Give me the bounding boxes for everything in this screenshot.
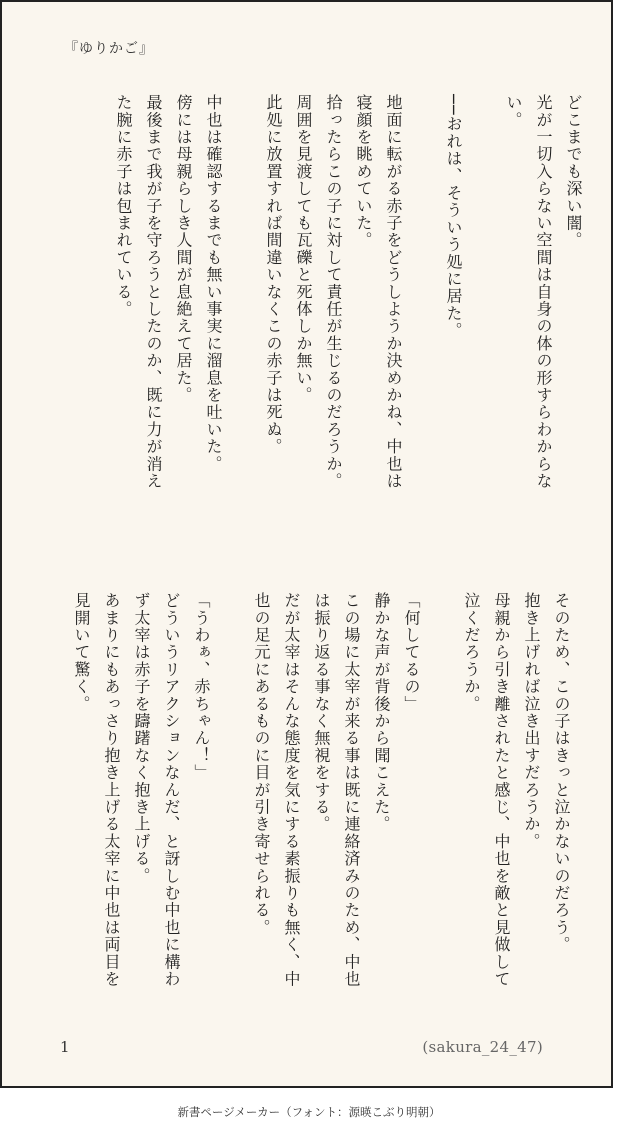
- text-line: だが太宰はそんな態度を気にする素振りも無く、中: [282, 592, 301, 988]
- text-line: た腕に赤子は包まれている。: [114, 94, 133, 318]
- text-line: そのため、この子はきっと泣かないのだろう。: [552, 592, 571, 954]
- page-number: 1: [60, 1038, 70, 1056]
- text-line: 「うわぁ、赤ちゃん！」: [192, 592, 211, 782]
- text-line: 最後まで我が子を守ろうとしたのか、既に力が消え: [144, 94, 163, 490]
- blank-line: [473, 94, 493, 114]
- text-line: い。: [504, 94, 523, 129]
- blank-line: [221, 592, 241, 612]
- text-line: 見開いて驚く。: [72, 592, 91, 713]
- text-line: ず太宰は赤子を躊躇なく抱き上げる。: [132, 592, 151, 885]
- text-line: 中也は確認するまでも無い事実に溜息を吐いた。: [204, 94, 223, 473]
- text-line: あまりにもあっさり抱き上げる太宰に中也は両目を: [102, 592, 121, 988]
- text-line: 寝顔を眺めていた。: [354, 94, 373, 249]
- blank-line: [431, 592, 451, 612]
- text-line: 拾ったらこの子に対して責任が生じるのだろうか。: [324, 94, 343, 490]
- text-line: 静かな声が背後から聞こえた。: [372, 592, 391, 833]
- blank-line: [413, 94, 433, 114]
- text-line: 傍には母親らしき人間が息絶えて居た。: [174, 94, 193, 404]
- text-block-top: [113, 94, 583, 490]
- footer-caption: 新書ページメーカー（フォント：源暎こぶり明朝）: [177, 1105, 441, 1119]
- text-line: 地面に転がる赤子をどうしようか決めかね、中也は: [384, 94, 403, 490]
- text-block-bottom: [71, 592, 571, 988]
- text-line: ──おれは、そういう処に居た。: [444, 94, 463, 340]
- text-line: この場に太宰が来る事は既に連絡済みのため、中也: [342, 592, 361, 988]
- text-line: 周囲を見渡しても瓦礫と死体しか無い。: [294, 94, 313, 404]
- text-line: 泣くだろうか。: [462, 592, 481, 713]
- text-line: 母親から引き離されたと感じ、中也を敵と見做して: [492, 592, 511, 988]
- blank-line: [233, 94, 253, 114]
- text-line: は振り返る事なく無視をする。: [312, 592, 331, 833]
- text-line: どういうリアクションなんだ、と訝しむ中也に構わ: [162, 592, 181, 988]
- text-line: 光が一切入らない空間は自身の体の形すらわからな: [534, 94, 553, 490]
- author-credit: (sakura_24_47): [422, 1038, 543, 1056]
- text-line: どこまでも深い闇。: [564, 94, 583, 249]
- text-line: 「何してるの」: [402, 592, 421, 713]
- text-line: 此処に放置すれば間違いなくこの赤子は死ぬ。: [264, 94, 283, 456]
- page-header-title: 『ゆりかご』: [64, 41, 154, 57]
- text-line: 也の足元にあるものに目が引き寄せられる。: [252, 592, 271, 936]
- text-line: 抱き上げれば泣き出すだろうか。: [522, 592, 541, 850]
